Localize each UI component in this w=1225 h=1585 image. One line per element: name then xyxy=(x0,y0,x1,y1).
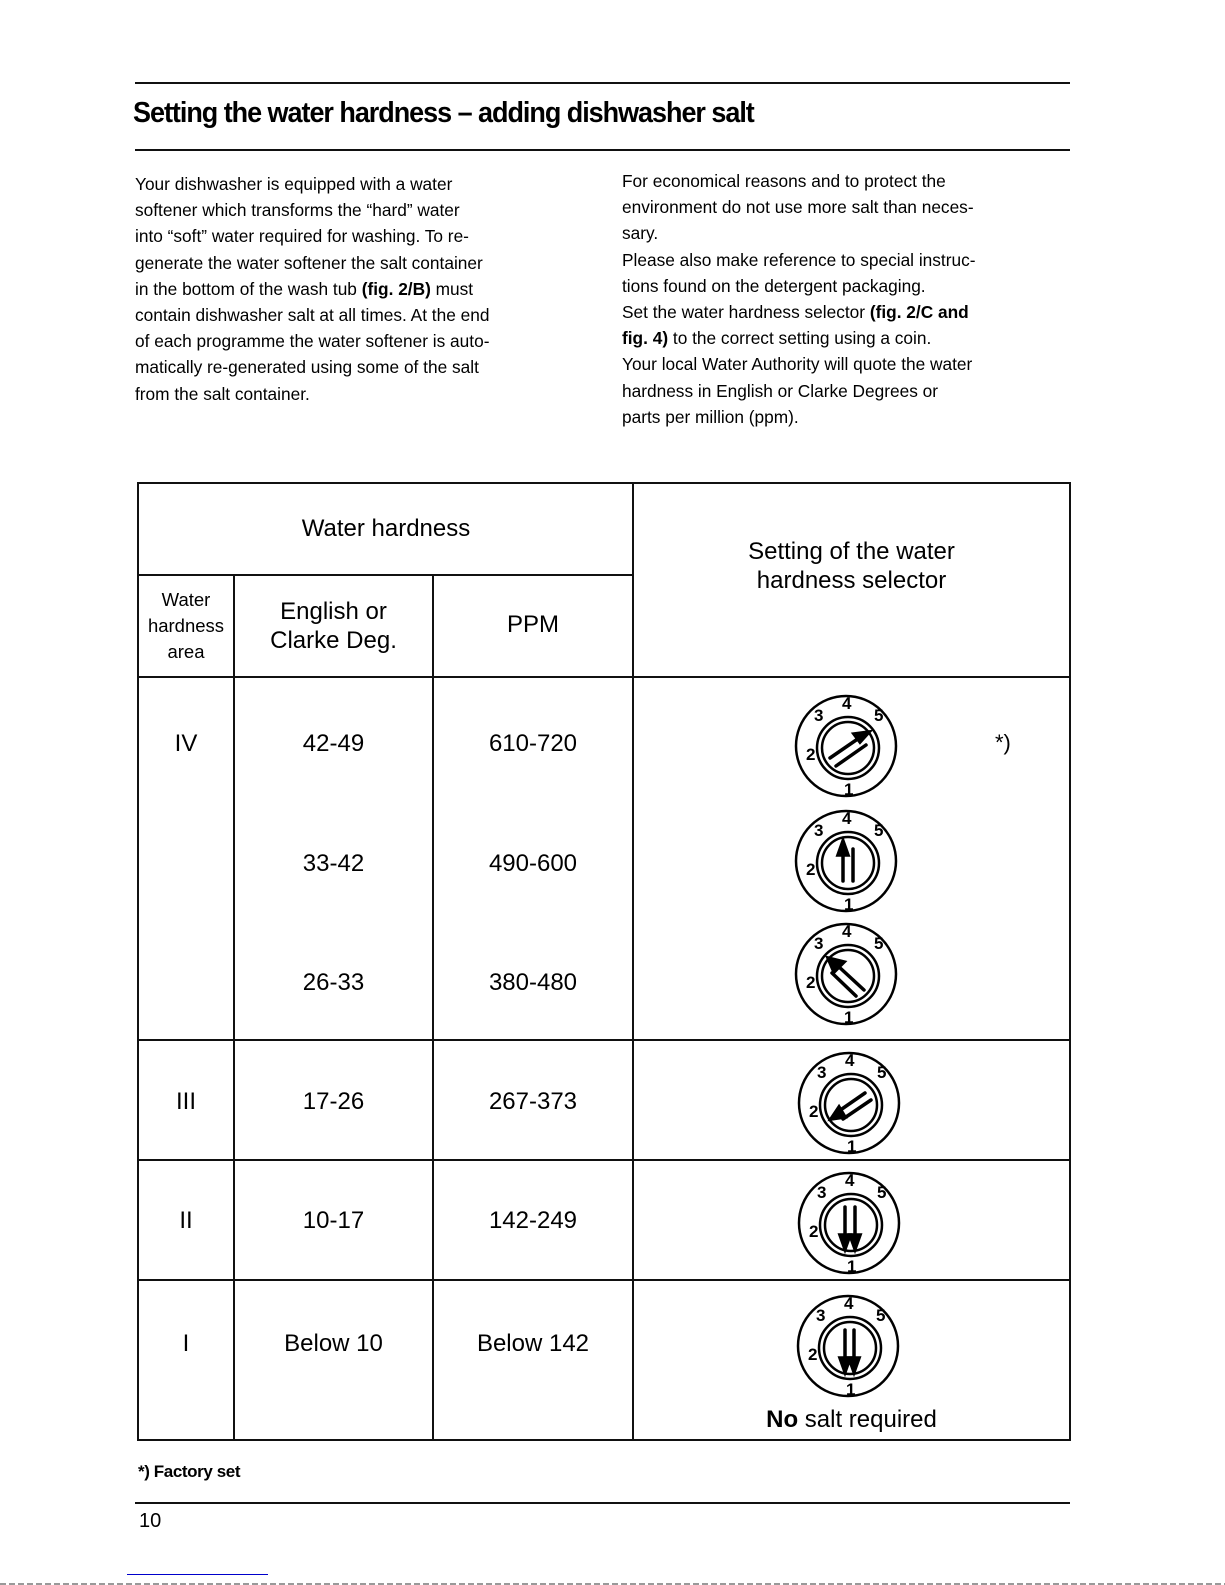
text-line: environment do not use more salt than neces- xyxy=(622,197,974,218)
cell-degrees: 17-26 xyxy=(302,1088,365,1115)
text-line: hardness in English or Clarke Degrees or xyxy=(622,380,939,401)
table-col-divider xyxy=(233,574,235,1441)
figure-reference: (fig. 2/C and xyxy=(869,302,969,323)
svg-text:4: 4 xyxy=(845,1171,855,1190)
svg-text:1: 1 xyxy=(844,895,854,914)
svg-text:1: 1 xyxy=(847,1257,857,1276)
intro-right-paragraph xyxy=(622,168,975,430)
selector-dial-setting-diagonal-down-left-icon xyxy=(789,1047,909,1159)
text-span: in the bottom of the wash tub xyxy=(135,278,362,299)
cell-degrees: 10-17 xyxy=(302,1207,365,1234)
scan-link-underline[interactable] xyxy=(127,1574,268,1575)
svg-text:3: 3 xyxy=(814,706,824,725)
page-number: 10 xyxy=(139,1510,162,1532)
selector-dial-setting-diagonal-up-right-icon xyxy=(786,690,906,802)
cell-ppm: 610-720 xyxy=(488,730,578,757)
text-span: Set the water hardness selector xyxy=(622,302,870,323)
cell-ppm: 490-600 xyxy=(488,850,578,877)
header-ppm: PPM xyxy=(506,611,559,638)
header-water-hardness: Water hardness xyxy=(301,515,471,542)
svg-text:5: 5 xyxy=(874,706,884,725)
svg-text:2: 2 xyxy=(806,973,816,992)
svg-text:2: 2 xyxy=(809,1222,819,1241)
text-line: contain dishwasher salt at all times. At the end xyxy=(135,305,490,326)
svg-text:2: 2 xyxy=(808,1345,818,1364)
intro-left-paragraph xyxy=(135,171,489,407)
text-line: Please also make reference to special instruc- xyxy=(622,249,976,270)
svg-text:5: 5 xyxy=(877,1183,887,1202)
text-line: Your local Water Authority will quote the water xyxy=(622,354,973,375)
table-row-divider xyxy=(137,1159,1071,1161)
text-line: sary. xyxy=(622,223,659,244)
factory-set-marker: *) xyxy=(995,730,1011,755)
header-line: Water xyxy=(161,589,211,610)
svg-text:3: 3 xyxy=(816,1306,826,1325)
cell-area: III xyxy=(175,1088,196,1115)
svg-text:4: 4 xyxy=(845,1051,855,1070)
header-line: area xyxy=(167,641,205,662)
svg-text:3: 3 xyxy=(817,1063,827,1082)
svg-text:2: 2 xyxy=(809,1102,819,1121)
cell-area: II xyxy=(179,1207,193,1234)
cell-ppm: 380-480 xyxy=(488,969,578,996)
page-title: Setting the water hardness – adding dishwasher salt xyxy=(133,97,754,129)
table-border-right xyxy=(1069,482,1071,1441)
header-hardness-area xyxy=(139,587,233,665)
text-line: from the salt container. xyxy=(135,383,310,404)
table-header-split xyxy=(137,574,633,576)
footer-rule xyxy=(135,1502,1070,1504)
heading-underline-rule xyxy=(135,149,1070,151)
svg-text:2: 2 xyxy=(806,745,816,764)
text-line: softener which transforms the “hard” water xyxy=(135,200,460,221)
top-rule xyxy=(135,82,1070,84)
svg-text:5: 5 xyxy=(877,1063,887,1082)
header-line: hardness selector xyxy=(756,567,947,594)
text-line: of each programme the water softener is auto- xyxy=(135,331,490,352)
table-row-divider xyxy=(137,1279,1071,1281)
svg-text:3: 3 xyxy=(817,1183,827,1202)
table-border-top xyxy=(137,482,1071,484)
cell-ppm: 267-373 xyxy=(488,1088,578,1115)
header-line: Setting of the water xyxy=(748,538,955,565)
svg-text:4: 4 xyxy=(842,922,852,941)
svg-text:1: 1 xyxy=(844,1008,854,1027)
cell-ppm: Below 142 xyxy=(476,1330,590,1357)
figure-reference: (fig. 2/B) xyxy=(361,278,431,299)
header-selector-setting xyxy=(634,537,1069,595)
cell-degrees: Below 10 xyxy=(284,1330,383,1357)
svg-text:3: 3 xyxy=(814,934,824,953)
text-line xyxy=(622,299,975,325)
figure-reference: fig. 4) xyxy=(622,328,669,349)
text-line xyxy=(135,276,489,302)
svg-text:5: 5 xyxy=(876,1306,886,1325)
text-line: into “soft” water required for washing. To re- xyxy=(135,226,469,247)
header-english-clarke-deg xyxy=(235,597,432,655)
cell-ppm: 142-249 xyxy=(488,1207,578,1234)
text-span: must xyxy=(430,278,474,299)
svg-text:3: 3 xyxy=(814,821,824,840)
table-col-divider xyxy=(632,482,634,1441)
footnote-factory-set: *) Factory set xyxy=(138,1462,241,1481)
header-line: English or xyxy=(280,598,387,625)
svg-text:1: 1 xyxy=(844,780,854,799)
selector-dial-setting-both-down-icon xyxy=(789,1167,909,1279)
cell-area: IV xyxy=(174,730,198,757)
text-line xyxy=(622,325,975,351)
svg-text:1: 1 xyxy=(847,1137,857,1156)
text-line: parts per million (ppm). xyxy=(622,406,799,427)
selector-dial-setting-no-salt-icon xyxy=(788,1290,908,1402)
text-line: For economical reasons and to protect the xyxy=(622,171,946,191)
no-salt-required-note xyxy=(634,1406,1069,1434)
cell-area: I xyxy=(182,1330,190,1357)
table-header-bottom xyxy=(137,676,1071,678)
text-line: tions found on the detergent packaging. xyxy=(622,275,926,296)
no-salt-bold: No xyxy=(766,1406,799,1433)
text-line: Your dishwasher is equipped with a water xyxy=(135,174,453,194)
svg-text:4: 4 xyxy=(842,694,852,713)
text-span: to the correct setting using a coin. xyxy=(668,328,932,349)
text-line: matically re-generated using some of the salt xyxy=(135,357,479,378)
header-line: hardness xyxy=(147,615,225,636)
svg-text:4: 4 xyxy=(842,809,852,828)
table-border-bottom xyxy=(137,1439,1071,1441)
svg-text:2: 2 xyxy=(806,860,816,879)
text-line: generate the water softener the salt container xyxy=(135,252,483,273)
svg-text:1: 1 xyxy=(846,1380,856,1399)
cell-degrees: 42-49 xyxy=(302,730,365,757)
svg-text:5: 5 xyxy=(874,821,884,840)
cell-degrees: 33-42 xyxy=(302,850,365,877)
svg-text:5: 5 xyxy=(874,934,884,953)
table-row-divider xyxy=(137,1039,1071,1041)
selector-dial-setting-both-up-icon xyxy=(786,805,906,917)
table-col-divider xyxy=(432,574,434,1441)
no-salt-rest: salt required xyxy=(798,1406,937,1433)
header-line: Clarke Deg. xyxy=(270,627,397,654)
cell-degrees: 26-33 xyxy=(302,969,365,996)
svg-text:4: 4 xyxy=(844,1294,854,1313)
selector-dial-setting-diagonal-up-left-icon xyxy=(786,918,906,1030)
